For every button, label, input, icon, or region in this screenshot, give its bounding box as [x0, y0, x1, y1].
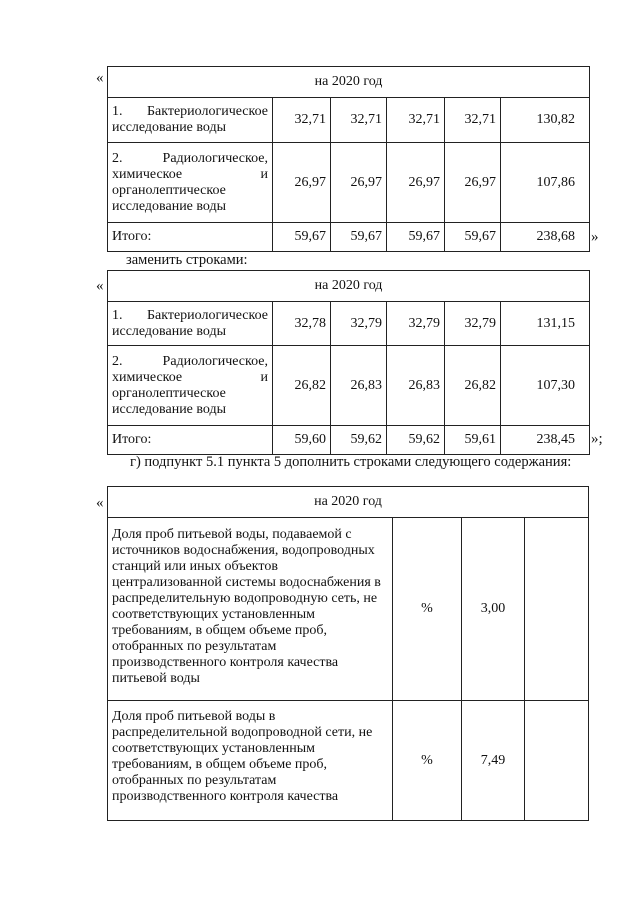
cell-total: 131,15 [501, 302, 590, 346]
cell-total: 238,68 [501, 223, 590, 252]
quote-close: » [591, 229, 599, 245]
cell-value: 26,82 [445, 346, 501, 426]
cell-value: 26,97 [273, 143, 331, 223]
cell-value: 26,97 [331, 143, 387, 223]
table-row [108, 701, 589, 821]
table-row-total [108, 223, 590, 252]
cell-value: 32,71 [387, 98, 445, 143]
row-name: 1. Бактериологическое исследование воды [108, 302, 273, 346]
table-row [108, 518, 589, 701]
quote-close: »; [591, 431, 603, 447]
table-row-total [108, 426, 590, 455]
cell-value: 32,79 [387, 302, 445, 346]
table-header: на 2020 год [108, 271, 590, 302]
quote-open: « [96, 495, 104, 511]
cell-total: 107,86 [501, 143, 590, 223]
cell-value: 59,62 [387, 426, 445, 455]
cell-unit: % [393, 518, 462, 701]
cell-value: 32,79 [445, 302, 501, 346]
cell-value: 59,67 [387, 223, 445, 252]
cell-value: 32,79 [331, 302, 387, 346]
table-added [107, 486, 589, 821]
cell-value: 32,71 [331, 98, 387, 143]
table-row [108, 143, 590, 223]
cell-value: 3,00 [462, 518, 525, 701]
quote-open: « [96, 70, 104, 86]
cell-value: 26,97 [387, 143, 445, 223]
cell-value: 32,71 [273, 98, 331, 143]
row-name: 2. Радиологическое, химическое и органолептическое исследование воды [108, 346, 273, 426]
cell-value: 26,82 [273, 346, 331, 426]
table-header: на 2020 год [108, 487, 589, 518]
cell-value: 59,67 [331, 223, 387, 252]
cell-value: 26,97 [445, 143, 501, 223]
quote-open: « [96, 278, 104, 294]
cell-value: 59,67 [445, 223, 501, 252]
cell-total: 130,82 [501, 98, 590, 143]
cell-value: 26,83 [331, 346, 387, 426]
cell-value: 59,60 [273, 426, 331, 455]
cell-value: 7,49 [462, 701, 525, 821]
replace-instruction: заменить строками: [126, 252, 248, 268]
cell-total: 107,30 [501, 346, 590, 426]
cell-value: 59,67 [273, 223, 331, 252]
cell-value: 26,83 [387, 346, 445, 426]
cell-total: 238,45 [501, 426, 590, 455]
row-name: Доля проб питьевой воды в распределительной водопроводной сети, не соответствующих установленным требованиям, в общем объеме проб, отобранных по результатам производственного контроля качества [108, 701, 393, 821]
table-row [108, 346, 590, 426]
row-name: Итого: [108, 223, 273, 252]
cell-value: 59,61 [445, 426, 501, 455]
cell-value: 32,71 [445, 98, 501, 143]
amend-instruction: г) подпункт 5.1 пункта 5 дополнить строками следующего содержания: [130, 454, 572, 470]
cell-empty [525, 518, 589, 701]
table-header: на 2020 год [108, 67, 590, 98]
table-row [108, 98, 590, 143]
table-after [107, 270, 590, 455]
row-name: 2. Радиологическое, химическое и органолептическое исследование воды [108, 143, 273, 223]
table-before [107, 66, 590, 252]
table-row [108, 302, 590, 346]
row-name: 1. Бактериологическое исследование воды [108, 98, 273, 143]
cell-value: 59,62 [331, 426, 387, 455]
cell-empty [525, 701, 589, 821]
cell-unit: % [393, 701, 462, 821]
row-name: Доля проб питьевой воды, подаваемой с источников водоснабжения, водопроводных станций или иных объектов централизованной системы водоснабжения в распределительную водопроводную сеть, не соответствующих установленным требованиям, в общем объеме проб, отобранных по результатам производственного контроля качества питьевой воды [108, 518, 393, 701]
row-name: Итого: [108, 426, 273, 455]
cell-value: 32,78 [273, 302, 331, 346]
